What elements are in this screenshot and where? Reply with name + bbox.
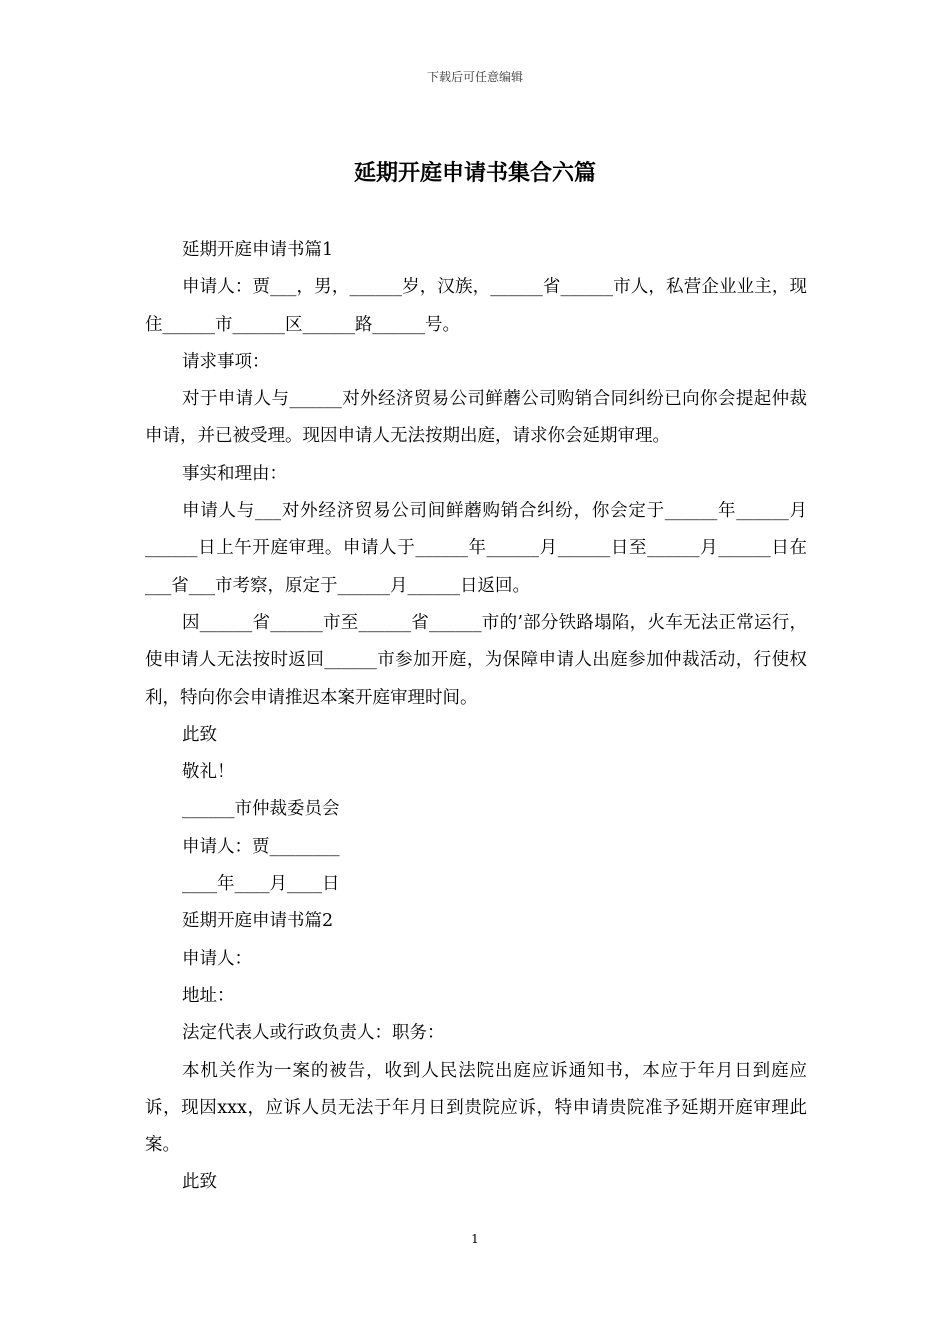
- paragraph: 事实和理由：: [182, 463, 287, 484]
- paragraph: 对于申请人与______对外经济贸易公司鲜蘑公司购销合同纠纷已向你会提起仲裁申请，并已被受理。现因申请人无法按期出庭，请求你会延期审理。: [145, 389, 807, 447]
- paragraph: ____年____月____日: [182, 874, 340, 895]
- paragraph: 请求事项：: [182, 351, 270, 372]
- document-title: 延期开庭申请书集合六篇: [353, 160, 596, 186]
- paragraph: 申请人：贾___，男，______岁，汉族，______省______市人，私营企业业主，现住______市______区______路______号。: [145, 277, 807, 335]
- paragraph: 此致: [182, 1172, 217, 1193]
- paragraph: 本机关作为一案的被告，收到人民法院出庭应诉通知书，本应于年月日到庭应诉，现因xxx，应诉人员无法于年月日到贵院应诉，特申请贵院准予延期开庭审理此案。: [145, 1060, 807, 1156]
- section-heading: 延期开庭申请书篇2: [182, 911, 334, 932]
- paragraph: 敬礼！: [182, 762, 235, 783]
- paragraph: 地址：: [182, 985, 235, 1006]
- paragraph: ______市仲裁委员会: [182, 799, 340, 820]
- paragraph: 此致: [182, 724, 217, 745]
- paragraph: 因______省______市至______省______市的’部分铁路塌陷，火车无法正常运行，使申请人无法按时返回______市参加开庭，为保障申请人出庭参加仲裁活动，行使权利，特向你会申请推迟本案开庭审理时间。: [145, 612, 807, 708]
- paragraph: 申请人：贾________: [182, 836, 340, 857]
- document-body: [145, 232, 807, 1202]
- page-number: 1: [471, 1232, 479, 1246]
- page-header: 下载后可任意编辑: [426, 70, 523, 84]
- paragraph: 法定代表人或行政负责人：职务：: [182, 1023, 445, 1044]
- paragraph: 申请人：: [182, 948, 252, 969]
- paragraph: 申请人与___对外经济贸易公司间鲜蘑购销合纠纷，你会定于______年______月______日上午开庭审理。申请人于______年______月______日至______月______日在___省___市考察，原定于______月______日返回。: [145, 501, 807, 596]
- section-heading: 延期开庭申请书篇1: [182, 240, 334, 260]
